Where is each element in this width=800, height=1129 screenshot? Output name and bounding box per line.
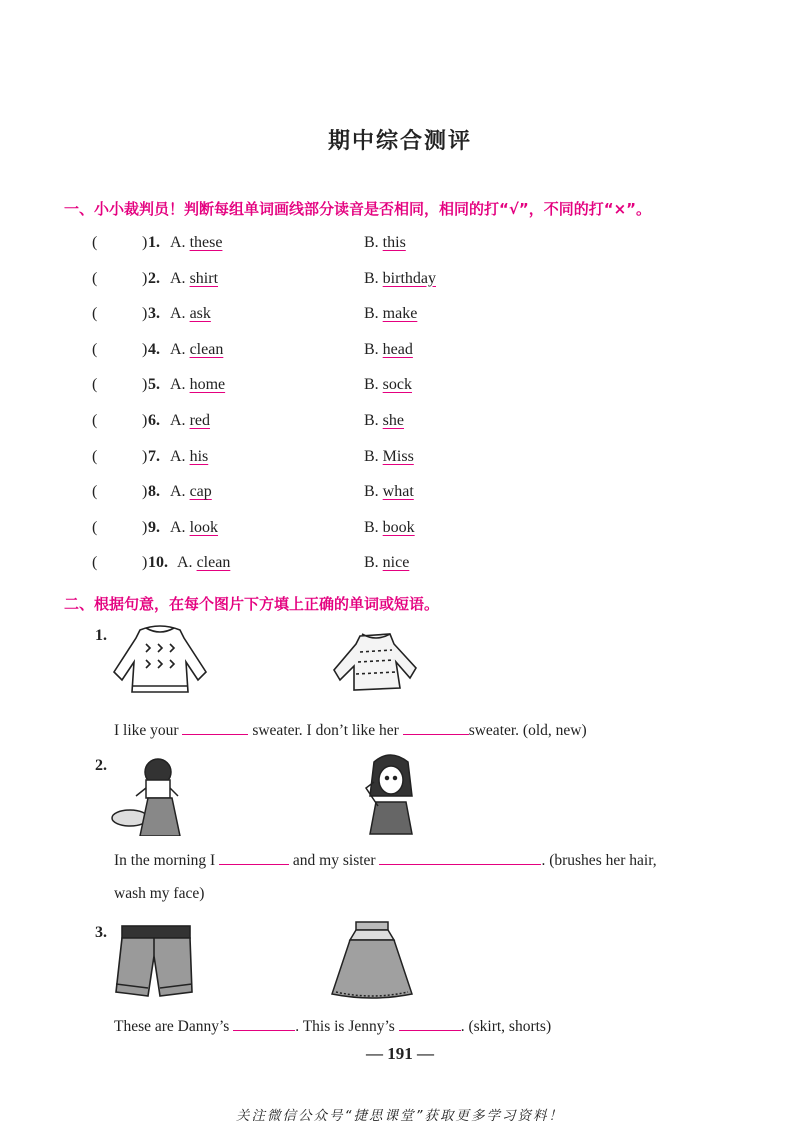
question-number: 8. bbox=[148, 483, 160, 501]
answer-paren-open[interactable]: ( bbox=[92, 554, 98, 572]
option-b bbox=[364, 234, 406, 252]
question-row bbox=[92, 234, 692, 258]
p3-blank-1[interactable] bbox=[233, 1016, 295, 1031]
option-a-prefix: A. bbox=[170, 483, 190, 501]
p1-text-3: sweater. (old, new) bbox=[468, 722, 587, 739]
option-b bbox=[364, 270, 436, 288]
answer-paren-close: ) bbox=[142, 554, 148, 572]
option-b-prefix: B. bbox=[364, 340, 383, 358]
answer-paren-open[interactable]: ( bbox=[92, 376, 98, 394]
answer-paren-open[interactable]: ( bbox=[92, 412, 98, 429]
option-b-word: Miss bbox=[382, 447, 414, 465]
option-b-word: make bbox=[382, 305, 418, 323]
question-row bbox=[92, 341, 692, 365]
section2-heading: 二、根据句意，在每个图片下方填上正确的单词或短语。 bbox=[64, 595, 440, 613]
option-a-word: home bbox=[189, 376, 226, 394]
option-b-prefix: B. bbox=[364, 269, 383, 287]
page-number: — 191 — bbox=[366, 1044, 434, 1063]
footer-note: 关注微信公众号“捷思课堂”获取更多学习资料！ bbox=[236, 1108, 564, 1124]
p1-text-2: sweater. I don’t like her bbox=[252, 722, 399, 739]
p3-text-2: . This is Jenny’s bbox=[295, 1018, 395, 1035]
problem-3-sentence bbox=[114, 1016, 551, 1036]
answer-paren-close: ) bbox=[142, 412, 148, 429]
answer-paren-close: ) bbox=[142, 376, 148, 394]
p2-blank-1[interactable] bbox=[219, 850, 289, 865]
p2-blank-2[interactable] bbox=[379, 850, 541, 865]
option-a-prefix: A. bbox=[170, 447, 190, 465]
option-a bbox=[170, 270, 218, 288]
question-number: 1. bbox=[148, 234, 160, 251]
problem-2-sentence-line2: wash my face) bbox=[114, 885, 205, 902]
answer-paren-close: ) bbox=[142, 340, 148, 358]
girl-brushing-hair-image bbox=[356, 752, 426, 836]
option-a-prefix: A. bbox=[170, 234, 190, 251]
option-b bbox=[364, 448, 414, 466]
option-a-word: his bbox=[189, 447, 209, 465]
p2-text-1: In the morning I bbox=[114, 852, 216, 869]
option-a-word: shirt bbox=[189, 269, 219, 287]
question-row bbox=[92, 554, 692, 578]
problem-2-number: 2. bbox=[95, 757, 107, 774]
p2-text-3: . (brushes her hair, bbox=[541, 852, 657, 869]
option-b-prefix: B. bbox=[364, 483, 383, 501]
option-a bbox=[170, 483, 212, 501]
page-title: 期中综合测评 bbox=[327, 129, 472, 154]
problem-2-sentence-line1 bbox=[114, 850, 657, 870]
option-b bbox=[364, 305, 417, 323]
option-b-prefix: B. bbox=[364, 412, 383, 429]
option-a bbox=[170, 305, 211, 323]
option-a-prefix: A. bbox=[170, 412, 190, 429]
option-a bbox=[170, 412, 210, 430]
option-b-word: nice bbox=[382, 554, 410, 572]
option-a-prefix: A. bbox=[170, 340, 190, 358]
p3-text-3: . (skirt, shorts) bbox=[460, 1018, 552, 1035]
option-a-prefix: A. bbox=[170, 305, 190, 323]
p1-text-1: I like your bbox=[114, 722, 179, 739]
answer-paren-close: ) bbox=[142, 305, 148, 323]
answer-paren-close: ) bbox=[142, 447, 148, 465]
question-number: 9. bbox=[148, 518, 160, 536]
p3-text-1: These are Danny’s bbox=[114, 1018, 230, 1035]
answer-paren-close: ) bbox=[142, 518, 148, 536]
option-b-word: head bbox=[382, 340, 413, 358]
question-row bbox=[92, 305, 692, 329]
option-b bbox=[364, 341, 413, 359]
option-a-word: these bbox=[189, 234, 223, 251]
option-b bbox=[364, 554, 409, 572]
answer-paren-close: ) bbox=[142, 269, 148, 287]
option-a bbox=[170, 376, 225, 394]
option-b-prefix: B. bbox=[364, 554, 383, 572]
option-b-word: birthday bbox=[382, 269, 436, 287]
section1-heading: 一、小小裁判员！判断每组单词画线部分读音是否相同，相同的打“√”，不同的打“×”。 bbox=[64, 200, 652, 218]
option-a-word: ask bbox=[189, 305, 211, 323]
option-a-word: red bbox=[189, 412, 210, 429]
option-a-prefix: A. bbox=[177, 554, 197, 572]
option-a bbox=[170, 341, 223, 359]
question-row bbox=[92, 519, 692, 543]
problem-3-number: 3. bbox=[95, 924, 107, 941]
shorts-image bbox=[112, 922, 196, 1000]
answer-paren-open[interactable]: ( bbox=[92, 518, 98, 536]
option-b bbox=[364, 483, 414, 501]
answer-paren-open[interactable]: ( bbox=[92, 340, 98, 358]
question-row bbox=[92, 376, 692, 400]
question-number: 2. bbox=[148, 269, 160, 287]
option-b-prefix: B. bbox=[364, 234, 383, 251]
p3-blank-2[interactable] bbox=[399, 1016, 461, 1031]
question-row bbox=[92, 412, 692, 436]
question-number: 6. bbox=[148, 412, 160, 429]
option-a-word: cap bbox=[189, 483, 212, 501]
question-number: 7. bbox=[148, 447, 160, 465]
option-b-word: book bbox=[382, 518, 415, 536]
answer-paren-close: ) bbox=[142, 234, 148, 251]
option-b-prefix: B. bbox=[364, 447, 383, 465]
question-row bbox=[92, 448, 692, 472]
answer-paren-open[interactable]: ( bbox=[92, 269, 98, 287]
option-b-word: this bbox=[382, 234, 406, 251]
option-b bbox=[364, 376, 412, 394]
answer-paren-open[interactable]: ( bbox=[92, 234, 98, 251]
option-b-prefix: B. bbox=[364, 518, 383, 536]
p1-blank-1[interactable] bbox=[182, 720, 248, 735]
option-a-prefix: A. bbox=[170, 518, 190, 536]
girl-washing-face-image bbox=[110, 752, 190, 836]
problem-1-number: 1. bbox=[95, 627, 107, 644]
answer-paren-open[interactable]: ( bbox=[92, 305, 98, 323]
option-b-word: what bbox=[382, 483, 414, 501]
question-number: 10. bbox=[148, 554, 168, 572]
answer-paren-close: ) bbox=[142, 483, 148, 501]
option-a bbox=[170, 448, 208, 466]
option-b-prefix: B. bbox=[364, 376, 383, 394]
question-row bbox=[92, 483, 692, 507]
p1-blank-2[interactable] bbox=[403, 720, 469, 735]
p2-text-2: and my sister bbox=[292, 852, 376, 869]
option-a-prefix: A. bbox=[170, 269, 190, 287]
option-b-word: sock bbox=[382, 376, 412, 394]
option-b-word: she bbox=[382, 412, 404, 429]
question-number: 4. bbox=[148, 340, 160, 358]
option-b bbox=[364, 412, 404, 430]
option-b-prefix: B. bbox=[364, 305, 383, 323]
sweater-plain-image bbox=[330, 628, 420, 694]
question-number: 5. bbox=[148, 376, 160, 394]
sweater-pattern-image bbox=[110, 622, 210, 698]
option-a-prefix: A. bbox=[170, 376, 190, 394]
answer-paren-open[interactable]: ( bbox=[92, 483, 98, 501]
problem-1-sentence bbox=[114, 720, 587, 740]
option-a bbox=[177, 554, 230, 572]
answer-paren-open[interactable]: ( bbox=[92, 447, 98, 465]
option-a bbox=[170, 234, 222, 252]
option-a bbox=[170, 519, 218, 537]
skirt-image bbox=[328, 920, 416, 1002]
question-row bbox=[92, 270, 692, 294]
question-number: 3. bbox=[148, 305, 160, 323]
option-a-word: look bbox=[189, 518, 219, 536]
option-b bbox=[364, 519, 415, 537]
option-a-word: clean bbox=[189, 340, 224, 358]
option-a-word: clean bbox=[196, 554, 231, 572]
